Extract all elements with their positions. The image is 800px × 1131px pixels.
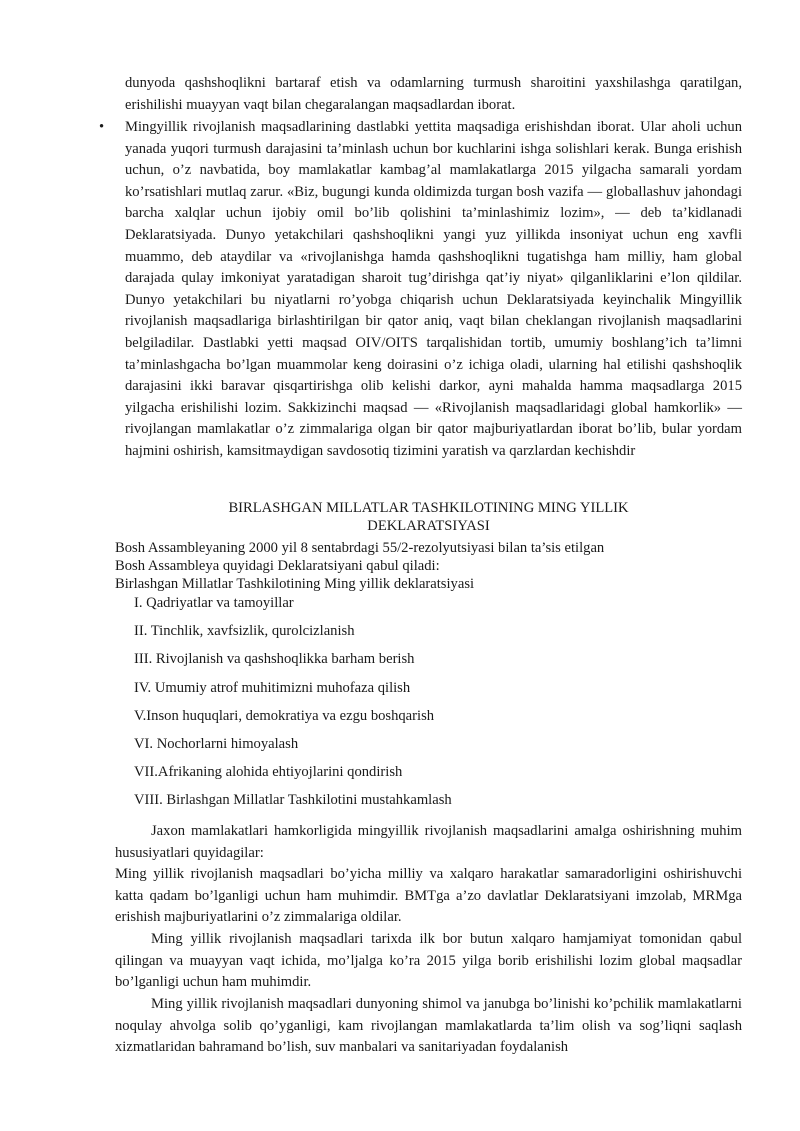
- list-item: VI. Nochorlarni himoyalash: [134, 735, 299, 752]
- declaration-line-1: Bosh Assambleyaning 2000 yil 8 sentabrdagi 55/2-rezolyutsiyasi bilan ta’sis etilgan: [115, 540, 605, 556]
- list-item: I. Qadriyatlar va tamoyillar: [134, 595, 294, 611]
- paragraph-1: Jaxon mamlakatlari hamkorligida mingyillik rivojlanish maqsadlarini amalga oshirishning muhim hususiyatlari quyidagilar:: [115, 823, 742, 861]
- list-item: II. Tinchlik, xavfsizlik, qurolcizlanish: [134, 623, 355, 640]
- paragraph-3: Ming yillik rivojlanish maqsadlari tarixda ilk bor butun xalqaro hamjamiyat tomonidan qabul qilingan va muayyan vaqt ichida, mo’ljalga ko’ra 2015 yilga borib erishilishi lozim global maqsadlar bo’lganligi uchun ham muhimdir.: [115, 931, 742, 991]
- declaration-sections-list: [134, 593, 452, 819]
- bullet-text: Mingyillik rivojlanish maqsadlarining dastlabki yettita maqsadiga erishishdan iborat. Ular aholi uchun yanada yuqori turmush darajasini ta’minlash uchun bor kuchlarini ishga solishlari kerak. Bunga erishish uchun, o’z navbatida, boy mamlakatlar kambag’al mamlakatlarga 2015 yilgacha samarali yordam ko’rsatishlari mutlaq zarur. «Biz, bugungi kunda oldimizda turgan bosh vazifa — globallashuv jahondagi barcha xalqlar uchun ijobiy omil bo’lib qolishini ta’minlashimiz lozim», — deb ta’kidlanadi Deklaratsiyada. Dunyo yetakchilari qashshoqlikni yangi yuz yillikda insoniyat uchun eng xavfli muammo, deb ataydilar va «rivojlanishga hamda qashshoqlikni tugatishga ham milliy, ham global darajada qulay imkoniyat yaratadigan sharoit tug’dirishga qat’iy niyat» qilganliklarini e’lon qildilar. Dunyo yetakchilari bu niyatlarni ro’yobga chiqarish uchun Deklaratsiyada keyinchalik Mingyillik rivojlanish maqsadlariga birlashtirilgan bir qator aniq, vaqt bilan cheklangan rivojlanish maqsadlarini belgiladilar. Dastlabki yetti maqsad OIV/OITS tarqalishidan tortib, umumiy boshlang’ich ta’limni ta’minlashgacha bo’lgan muammolar keng doirasini o’z ichiga oladi, ularning hal etilishi qashshoqlik darajasini ikki baravar qisqartirishga olib kelishi darkor, ayni mahalda hamma maqsadlarga 2015 yilgacha erishilishi lozim. Sakkizinchi maqsad — «Rivojlanish maqsadlaridagi global hamkorlik» — rivojlangan mamlakatlar o’z zimmalariga olgan bir qator majburiyatlardan iborat bo’lib, bular yordam hajmini oshirish, kamsitmaydigan savdosotiq tizimini yaratish va qarzlardan kechishdir: [125, 119, 742, 459]
- declaration-title: [115, 499, 742, 535]
- bullet-icon: •: [99, 119, 105, 135]
- list-item: III. Rivojlanish va qashshoqlikka barham berish: [134, 651, 415, 668]
- bullet-paragraph: [99, 117, 742, 463]
- declaration-line-3: Birlashgan Millatlar Tashkilotining Ming yillik deklaratsiyasi: [115, 576, 475, 592]
- paragraph-2: Ming yillik rivojlanish maqsadlari bo’yicha milliy va xalqaro harakatlar samaradorligini oshirishuvchi katta qadam bo’lganligi uchun ham muhimdir. BMTga a’zo davlatlar Deklaratsiyani imzolab, MRMga erishish majburiyatlarini o’z zimmalariga oldilar.: [115, 866, 742, 926]
- declaration-title-line1: BIRLASHGAN MILLATLAR TASHKILOTINING MING YILLIK: [228, 500, 629, 516]
- intro-continuation: dunyoda qashshoqlikni bartaraf etish va odamlarning turmush sharoitini yaxshilashga qaratilgan, erishilishi muayyan vaqt bilan chegaralangan maqsadlardan iborat.: [125, 75, 742, 113]
- list-item: IV. Umumiy atrof muhitimizni muhofaza qilish: [134, 679, 411, 696]
- paragraph-4: Ming yillik rivojlanish maqsadlari dunyoning shimol va janubga bo’linishi ko’pchilik mamlakatlarni noqulay ahvolga solib qo’yganligi, kam rivojlangan mamlakatlarda ta’lim olish va sog’liqni saqlash xizmatlaridan bahramand bo’lish, suv manbalari va sanitariyadan foydalanish: [115, 996, 742, 1056]
- list-item: VII.Afrikaning alohida ehtiyojlarini qondirish: [134, 764, 403, 781]
- declaration-line-2: Bosh Assambleya quyidagi Deklaratsiyani qabul qiladi:: [115, 558, 440, 574]
- list-item: V.Inson huquqlari, demokratiya va ezgu boshqarish: [134, 707, 435, 724]
- list-item: VIII. Birlashgan Millatlar Tashkilotini mustahkamlash: [134, 792, 452, 809]
- declaration-title-line2: DEKLARATSIYASI: [367, 518, 490, 534]
